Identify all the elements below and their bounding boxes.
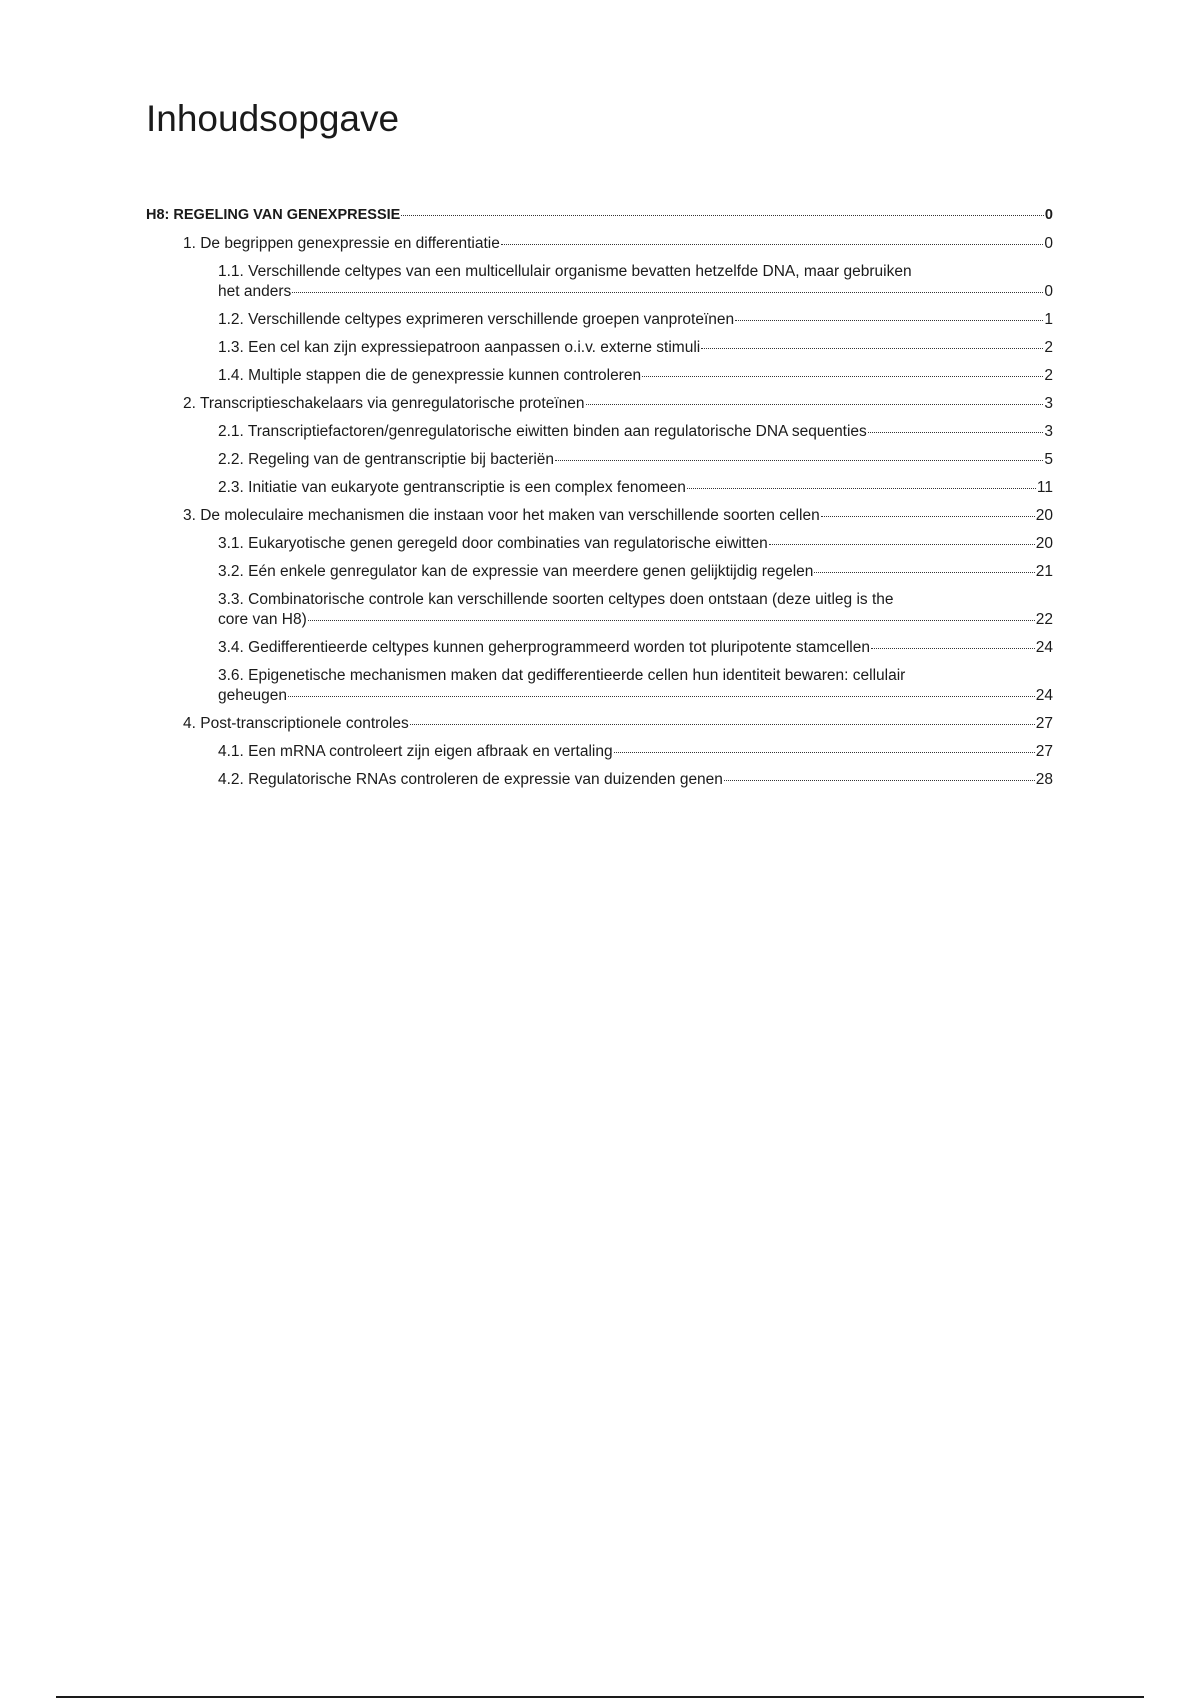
dot-leader (701, 348, 1043, 349)
toc-page-number: 24 (1035, 639, 1053, 656)
toc-entry-title: het anders (218, 283, 292, 300)
dot-leader (868, 432, 1044, 433)
toc-entry[interactable] (146, 310, 1053, 330)
toc-entry-title: 3.1. Eukaryotische genen geregeld door combinaties van regulatorische eiwitten (218, 535, 768, 552)
dot-leader (288, 696, 1035, 697)
dot-leader (821, 516, 1035, 517)
toc-entry[interactable] (146, 506, 1053, 526)
toc-page-number: 0 (1044, 283, 1053, 300)
toc-entry-title: geheugen (218, 687, 287, 704)
toc-page-number: 22 (1035, 611, 1053, 628)
toc-entry-title: 2.2. Regeling van de gentranscriptie bij bacteriën (218, 451, 555, 468)
toc-entry[interactable] (146, 638, 1053, 658)
toc-entry-title: H8: REGELING VAN GENEXPRESSIE (146, 207, 401, 223)
dot-leader (814, 572, 1034, 573)
toc-entry[interactable] (146, 666, 1053, 706)
toc-page-number: 24 (1035, 687, 1053, 704)
toc-page-number: 0 (1044, 235, 1053, 252)
toc-entry-title: 4. Post-transcriptionele controles (183, 715, 409, 732)
toc-entry[interactable] (146, 450, 1053, 470)
toc-entry-title: 2. Transcriptieschakelaars via genregulatorische proteïnen (183, 395, 585, 412)
toc-entry[interactable] (146, 205, 1053, 225)
toc-page-number: 28 (1035, 771, 1053, 788)
toc-page-number: 1 (1044, 311, 1053, 328)
dot-leader (586, 404, 1044, 405)
toc-entry[interactable] (146, 234, 1053, 254)
dot-leader (769, 544, 1035, 545)
toc-entry-title: 2.1. Transcriptiefactoren/genregulatorische eiwitten binden aan regulatorische DNA sequenties (218, 423, 867, 440)
dot-leader (501, 244, 1044, 245)
toc-page-number: 20 (1035, 535, 1053, 552)
page-title: Inhoudsopgave (146, 98, 400, 139)
toc-entry-title-line1: 3.3. Combinatorische controle kan verschillende soorten celtypes doen ontstaan (deze uitleg is the (218, 591, 894, 608)
toc-page-number: 0 (1044, 207, 1053, 223)
dot-leader (724, 780, 1035, 781)
toc-entry-title: 3.2. Eén enkele genregulator kan de expressie van meerdere genen gelijktijdig regelen (218, 563, 814, 580)
toc-page-number: 21 (1035, 563, 1053, 580)
toc-page-number: 2 (1044, 339, 1053, 356)
toc-entry[interactable] (146, 262, 1053, 302)
toc-entry[interactable] (146, 562, 1053, 582)
dot-leader (555, 460, 1043, 461)
dot-leader (687, 488, 1036, 489)
toc-entry[interactable] (146, 590, 1053, 630)
toc-entry-title: 3.4. Gedifferentieerde celtypes kunnen geherprogrammeerd worden tot pluripotente stamcellen (218, 639, 870, 656)
toc-entry-title: 4.2. Regulatorische RNAs controleren de expressie van duizenden genen (218, 771, 723, 788)
toc-entry[interactable] (146, 394, 1053, 414)
toc-entry-title: 4.1. Een mRNA controleert zijn eigen afbraak en vertaling (218, 743, 613, 760)
toc-entry[interactable] (146, 478, 1053, 498)
toc-page-number: 5 (1044, 451, 1053, 468)
toc-entry-title: 1. De begrippen genexpressie en differentiatie (183, 235, 500, 252)
toc-entry-title: 1.4. Multiple stappen die de genexpressie kunnen controleren (218, 367, 642, 384)
toc-entry[interactable] (146, 534, 1053, 554)
toc-entry[interactable] (146, 714, 1053, 734)
table-of-contents (146, 205, 1053, 798)
dot-leader (642, 376, 1043, 377)
toc-page-number: 27 (1035, 743, 1053, 760)
toc-entry-title-line1: 3.6. Epigenetische mechanismen maken dat gedifferentieerde cellen hun identiteit bewaren: cellulair (218, 667, 906, 684)
dot-leader (401, 215, 1044, 216)
toc-page-number: 2 (1044, 367, 1053, 384)
toc-entry-title: 1.2. Verschillende celtypes exprimeren verschillende groepen vanproteïnen (218, 311, 735, 328)
toc-entry-title: 3. De moleculaire mechanismen die instaan voor het maken van verschillende soorten cellen (183, 507, 820, 524)
toc-entry-title-line1: 1.1. Verschillende celtypes van een multicellulair organisme bevatten hetzelfde DNA, maar gebruiken (218, 263, 912, 280)
toc-entry-title: 1.3. Een cel kan zijn expressiepatroon aanpassen o.i.v. externe stimuli (218, 339, 701, 356)
footer-rule (56, 1696, 1144, 1698)
toc-page-number: 3 (1044, 423, 1053, 440)
toc-page-number: 3 (1044, 395, 1053, 412)
toc-entry-title: 2.3. Initiatie van eukaryote gentranscriptie is een complex fenomeen (218, 479, 686, 496)
toc-page-number: 20 (1035, 507, 1053, 524)
toc-entry[interactable] (146, 770, 1053, 790)
dot-leader (410, 724, 1035, 725)
toc-entry[interactable] (146, 422, 1053, 442)
toc-page-number: 27 (1035, 715, 1053, 732)
toc-entry[interactable] (146, 366, 1053, 386)
dot-leader (614, 752, 1035, 753)
toc-page-number: 11 (1036, 479, 1053, 496)
toc-entry-title: core van H8) (218, 611, 307, 628)
dot-leader (292, 292, 1043, 293)
toc-entry[interactable] (146, 742, 1053, 762)
toc-entry[interactable] (146, 338, 1053, 358)
dot-leader (308, 620, 1035, 621)
dot-leader (871, 648, 1035, 649)
dot-leader (735, 320, 1043, 321)
